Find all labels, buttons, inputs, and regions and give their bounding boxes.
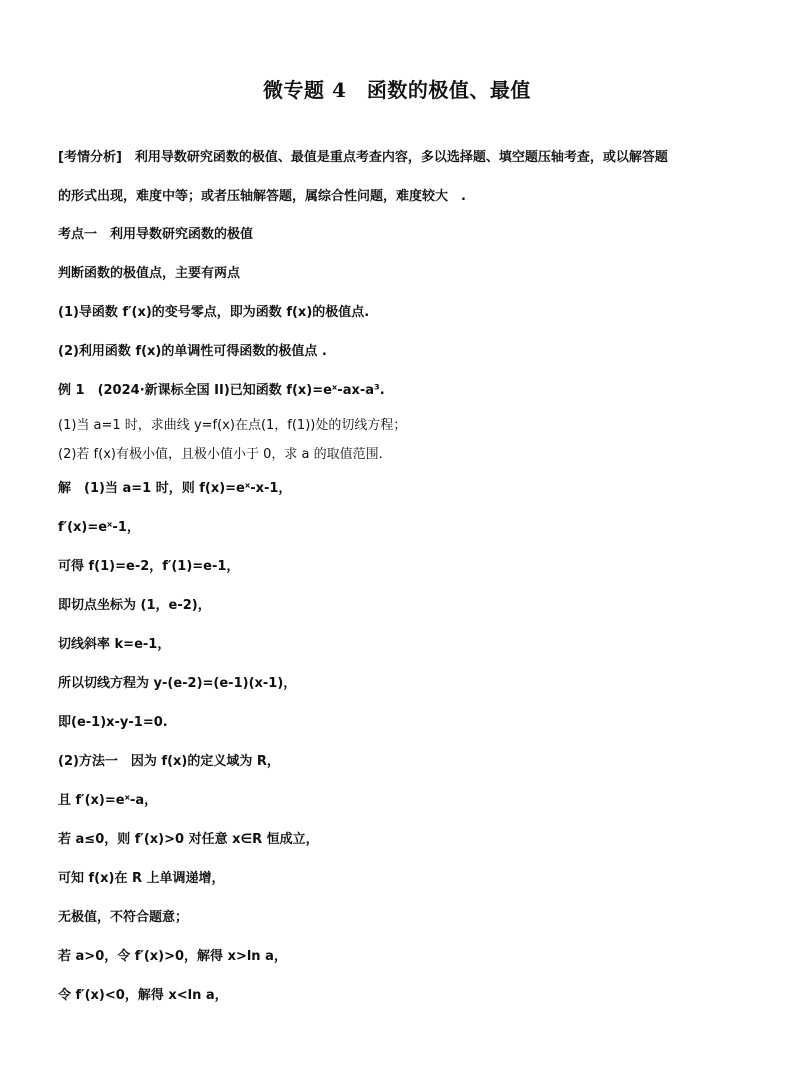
solution-line: 所以切线方程为 y-(e-2)=(e-1)(x-1)， <box>58 676 297 691</box>
solution-line: f′(x)=eˣ-1， <box>58 520 140 535</box>
section-heading: 考点一 利用导数研究函数的极值 <box>58 227 254 242</box>
solution-line: 且 f′(x)=eˣ-a， <box>58 793 158 808</box>
solution-line: 令 f′(x)<0，解得 x<ln a， <box>58 988 228 1003</box>
solution-line: 即切点坐标为 (1，e-2)， <box>58 598 211 613</box>
page-title: 微专题 4 函数的极值、最值 <box>263 78 531 102</box>
solution-line: 切线斜率 k=e-1， <box>58 637 171 652</box>
solution-line: 无极值，不符合题意； <box>58 910 189 925</box>
solution-line: 即(e-1)x-y-1=0. <box>58 715 168 730</box>
example-heading: 例 1 (2024·新课标全国 II)已知函数 f(x)=eˣ-ax-a³. <box>58 383 385 398</box>
solution-line: 若 a>0，令 f′(x)>0，解得 x>ln a， <box>58 949 287 964</box>
text-line: (2)利用函数 f(x)的单调性可得函数的极值点 . <box>58 344 327 359</box>
solution-line: 可知 f(x)在 R 上单调递增， <box>58 871 225 886</box>
question-part-2: (2)若 f(x)有极小值，且极小值小于 0，求 a 的取值范围. <box>58 447 383 462</box>
analysis-line-1: [考情分析] 利用导数研究函数的极值、最值是重点考查内容，多以选择题、填空题压轴考查，或以解答题 <box>58 150 668 165</box>
text-line: 判断函数的极值点，主要有两点 <box>58 266 241 281</box>
text-line: (1)导函数 f′(x)的变号零点，即为函数 f(x)的极值点. <box>58 305 370 320</box>
solution-line: (2)方法一 因为 f(x)的定义域为 R， <box>58 754 280 769</box>
solution-line: 可得 f(1)=e-2，f′(1)=e-1， <box>58 559 240 574</box>
question-part-1: (1)当 a=1 时，求曲线 y=f(x)在点(1，f(1))处的切线方程； <box>58 418 407 433</box>
analysis-line-2: 的形式出现，难度中等；或者压轴解答题，属综合性问题，难度较大 . <box>58 189 466 204</box>
solution-line: 若 a≤0，则 f′(x)>0 对任意 x∈R 恒成立， <box>58 832 319 847</box>
solution-line: 解 (1)当 a=1 时，则 f(x)=eˣ-x-1， <box>58 481 292 496</box>
